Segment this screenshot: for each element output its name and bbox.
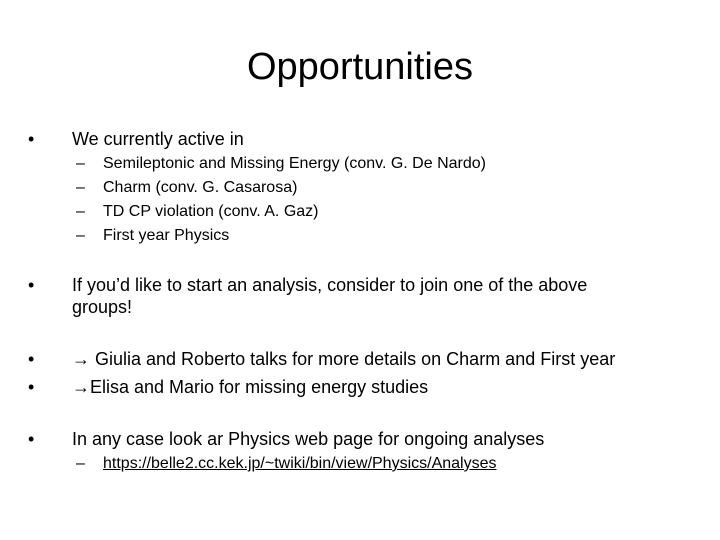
sub-item-text: TD CP violation (conv. A. Gaz) [103,203,319,220]
bullet-marker: • [28,129,35,149]
dash-marker: – [76,155,85,172]
sub-item-text: First year Physics [103,227,230,244]
slide-title: Opportunities [246,46,473,88]
bullet-text: →Elisa and Mario for missing energy studies [72,377,429,397]
sub-item-text: Semileptonic and Missing Energy (conv. G. De Nardo) [103,155,486,172]
bullet-marker: • [28,429,35,449]
dash-marker: – [76,179,85,196]
bullet-marker: • [28,377,35,397]
dash-marker: – [76,227,85,244]
bullet-text: In any case look ar Physics web page for ongoing analyses [72,429,545,449]
dash-marker: – [76,203,85,220]
sub-item-text: Charm (conv. G. Casarosa) [103,179,298,196]
bullet-text: → Giulia and Roberto talks for more details on Charm and First year [72,349,616,369]
bullet-text: We currently active in [72,129,244,149]
bullet-text-continuation: groups! [72,297,133,317]
analyses-link[interactable]: https://belle2.cc.kek.jp/~twiki/bin/view/Physics/Analyses [103,455,497,472]
bullet-text: If you’d like to start an analysis, consider to join one of the above [72,275,588,295]
bullet-marker: • [28,349,35,369]
bullet-marker: • [28,275,35,295]
dash-marker: – [76,455,85,472]
